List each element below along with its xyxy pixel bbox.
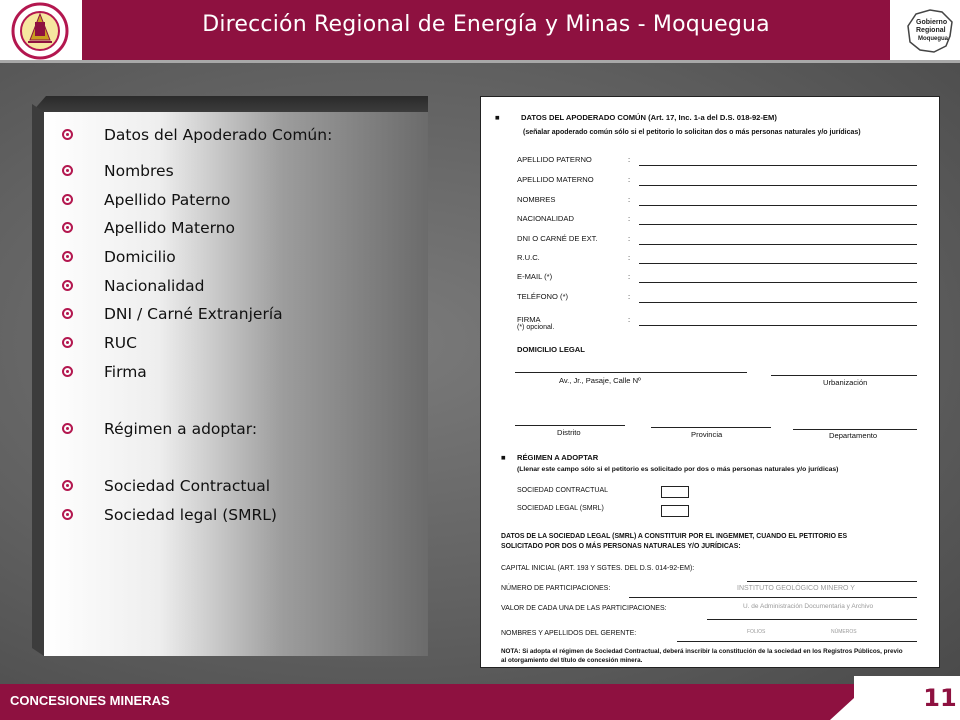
list-item-text: DNI / Carné Extranjería	[104, 305, 283, 323]
form-colon: :	[628, 175, 631, 184]
logo-text-line-1: Gobierno	[916, 19, 948, 26]
bullet-icon	[62, 165, 73, 176]
form-note: NOTA: Si adopta el régimen de Sociedad Contractual, deberá inscribir la constitución de la sociedad en los Registros Públicos, previo	[501, 648, 903, 655]
form-smrl-field: NOMBRES Y APELLIDOS DEL GERENTE:	[501, 630, 637, 637]
form-note: al otorgamiento del título de concesión minera.	[501, 657, 643, 664]
list-item-text: Domicilio	[104, 248, 176, 266]
list-item-text: RUC	[104, 334, 137, 352]
form-colon: :	[628, 195, 631, 204]
form-section-title: DATOS DEL APODERADO COMÚN (Art. 17, Inc. 1-a del D.S. 018-92-EM)	[521, 113, 777, 122]
bullet-icon	[62, 366, 73, 377]
footer-label: CONCESIONES MINERAS	[10, 693, 170, 708]
bullet-icon	[62, 129, 73, 140]
slide-header	[0, 0, 960, 62]
form-field-label: DNI O CARNÉ DE EXT.	[517, 234, 598, 243]
page-title: Dirección Regional de Energía y Minas - Moquegua	[202, 12, 770, 37]
panel-left-edge	[32, 104, 44, 656]
list-item-text: Apellido Paterno	[104, 191, 231, 209]
form-colon: :	[628, 253, 631, 262]
bullet-icon	[62, 308, 73, 319]
content-panel	[32, 96, 428, 656]
form-section-marker: ■	[495, 113, 500, 122]
gobierno-regional-logo-icon	[902, 6, 956, 56]
form-smrl-field: CAPITAL INICIAL (ART. 193 Y SGTES. DEL D.S. 014-92-EM):	[501, 565, 695, 572]
bullet-icon	[62, 251, 73, 262]
list-item-text: Datos del Apoderado Común:	[104, 126, 333, 144]
page-number: 11	[923, 684, 957, 712]
form-regimen-note: (Llenar este campo sólo si el petitorio es solicitado por dos o más personas naturales y/o jurídicas)	[517, 466, 839, 473]
form-line	[747, 581, 917, 582]
form-stamp-text: NÚMEROS	[831, 629, 857, 635]
regimen-checkbox	[661, 505, 689, 517]
panel-face	[44, 112, 428, 656]
form-line	[651, 427, 771, 428]
regimen-checkbox	[661, 486, 689, 498]
form-stamp-text: FOLIOS	[747, 629, 766, 635]
form-line	[707, 619, 917, 620]
form-section-marker: ■	[501, 453, 506, 462]
form-line	[793, 429, 917, 430]
bullet-icon	[62, 423, 73, 434]
list-item-text: Nacionalidad	[104, 277, 205, 295]
form-address-label: Av., Jr., Pasaje, Calle Nº	[559, 376, 641, 385]
form-stamp-text: INSTITUTO GEOLÓGICO MINERO Y	[737, 585, 855, 592]
form-colon: :	[628, 292, 631, 301]
form-field-label: NACIONALIDAD	[517, 214, 574, 223]
form-line	[639, 302, 917, 303]
form-option-label: SOCIEDAD CONTRACTUAL	[517, 487, 609, 494]
bullet-icon	[62, 337, 73, 348]
list-item-text: Apellido Materno	[104, 219, 236, 237]
list-item-text: Sociedad Contractual	[104, 477, 271, 495]
form-address-label: Departamento	[829, 431, 878, 440]
form-section-note: (señalar apoderado común sólo si el petitorio lo solicitan dos o más personas naturales y/o jurídicas)	[523, 129, 861, 136]
form-smrl-field: NÚMERO DE PARTICIPACIONES:	[501, 585, 611, 592]
form-line	[639, 263, 917, 264]
form-line	[639, 224, 917, 225]
logo-text-line-2: Regional	[916, 27, 946, 34]
ministerio-seal-icon	[4, 2, 76, 60]
bullet-icon	[62, 509, 73, 520]
form-smrl-title: SOLICITADO POR DOS O MÁS PERSONAS NATURALES Y/O JURÍDICAS:	[501, 543, 741, 550]
form-field-label: R.U.C.	[517, 253, 540, 262]
form-option-label: SOCIEDAD LEGAL (SMRL)	[517, 505, 604, 512]
form-optional-note: (*) opcional.	[517, 324, 555, 331]
bullet-icon	[62, 194, 73, 205]
form-address-label: Provincia	[691, 430, 723, 439]
form-line	[515, 425, 625, 426]
bullet-icon	[62, 222, 73, 233]
form-smrl-title: DATOS DE LA SOCIEDAD LEGAL (SMRL) A CONSTITUIR POR EL INGEMMET, CUANDO EL PETITORIO ES	[501, 533, 848, 540]
form-field-label: APELLIDO MATERNO	[517, 175, 594, 184]
form-smrl-field: VALOR DE CADA UNA DE LAS PARTICIPACIONES:	[501, 605, 667, 612]
list-item-text: Sociedad legal (SMRL)	[104, 506, 277, 524]
form-line	[677, 641, 917, 642]
form-stamp-text: U. de Administración Documentaria y Archivo	[743, 603, 874, 610]
form-address-label: Distrito	[557, 428, 581, 437]
form-line	[639, 205, 917, 206]
logo-text-line-3: Moquegua	[918, 36, 948, 42]
header-divider	[0, 60, 960, 63]
form-regimen-title: RÉGIMEN A ADOPTAR	[517, 453, 599, 462]
form-line	[515, 372, 747, 373]
form-field-label: E-MAIL (*)	[517, 272, 553, 281]
form-domicilio-title: DOMICILIO LEGAL	[517, 345, 585, 354]
form-line	[639, 282, 917, 283]
form-field-label: APELLIDO PATERNO	[517, 155, 592, 164]
form-line	[629, 597, 917, 598]
form-colon: :	[628, 234, 631, 243]
form-colon: :	[628, 272, 631, 281]
form-address-label: Urbanización	[823, 378, 868, 387]
form-colon: :	[628, 155, 631, 164]
form-field-label: FIRMA	[517, 315, 541, 324]
scanned-form	[480, 96, 940, 668]
form-line	[639, 165, 917, 166]
bullet-icon	[62, 480, 73, 491]
bullet-icon	[62, 280, 73, 291]
list-item-text: Nombres	[104, 162, 174, 180]
form-line	[639, 185, 917, 186]
form-field-label: TELÉFONO (*)	[517, 292, 569, 301]
form-line	[771, 375, 917, 376]
form-colon: :	[628, 315, 631, 324]
list-item-text: Régimen a adoptar:	[104, 420, 258, 438]
form-colon: :	[628, 214, 631, 223]
form-line	[639, 244, 917, 245]
form-line	[639, 325, 917, 326]
panel-top-edge	[32, 96, 428, 112]
form-field-label: NOMBRES	[517, 195, 556, 204]
list-item-text: Firma	[104, 363, 147, 381]
